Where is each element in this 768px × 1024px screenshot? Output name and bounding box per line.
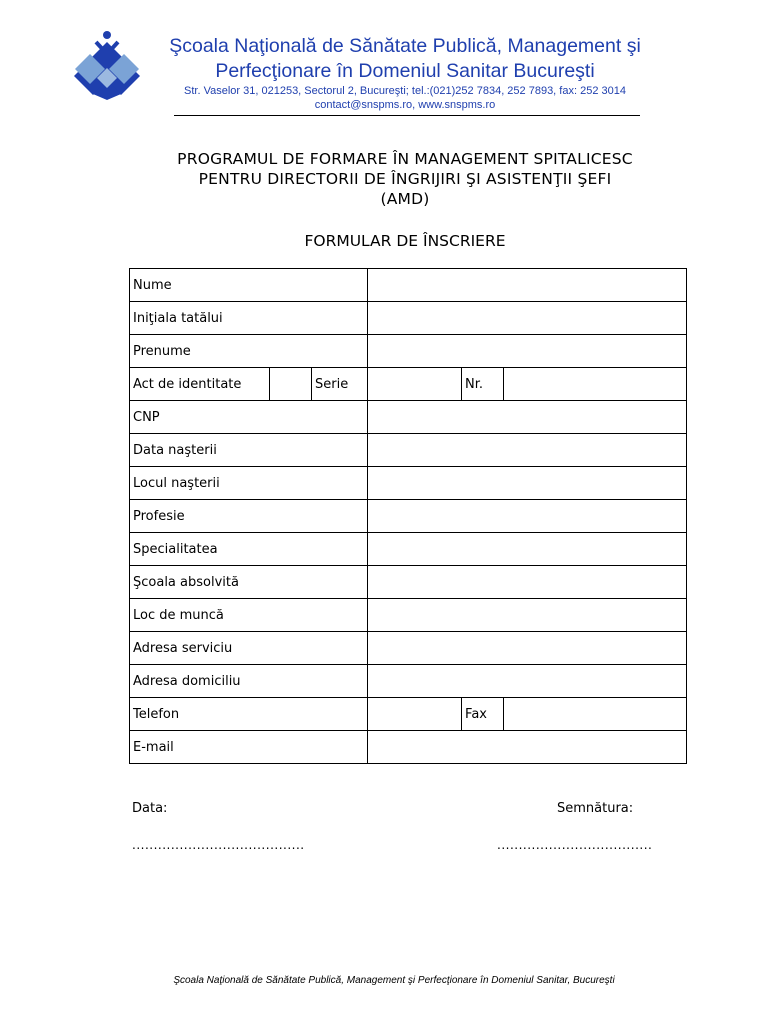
form-row-loc-munca	[130, 599, 687, 632]
label-cnp: CNP	[130, 401, 368, 434]
input-prenume[interactable]	[368, 335, 687, 368]
page-footer: Şcoala Naţională de Sănătate Publică, Management şi Perfecţionare în Domeniul Sanitar, Bucureşti	[173, 975, 615, 986]
letterhead	[0, 0, 768, 120]
label-prenume: Prenume	[130, 335, 368, 368]
form-row-telefon	[130, 698, 687, 731]
input-act-identitate[interactable]	[270, 368, 312, 401]
signature-line[interactable]: ....................................	[497, 838, 653, 852]
registration-form-table	[129, 268, 687, 764]
form-row-cnp	[130, 401, 687, 434]
label-nr: Nr.	[462, 368, 504, 401]
contact-line: contact@snspms.ro, www.snspms.ro	[314, 99, 496, 111]
input-nr[interactable]	[504, 368, 687, 401]
institution-name-line1: Şcoala Naţională de Sănătate Publică, Management şi	[169, 35, 641, 57]
input-email[interactable]	[368, 731, 687, 764]
input-telefon[interactable]	[368, 698, 462, 731]
label-scoala-absolvita: Şcoala absolvită	[130, 566, 368, 599]
date-line[interactable]: ........................................	[132, 838, 305, 852]
date-label: Data:	[132, 801, 168, 816]
input-profesie[interactable]	[368, 500, 687, 533]
label-email: E-mail	[130, 731, 368, 764]
input-nume[interactable]	[368, 269, 687, 302]
label-nume: Nume	[130, 269, 368, 302]
label-serie: Serie	[312, 368, 368, 401]
form-row-profesie	[130, 500, 687, 533]
input-data-nasterii[interactable]	[368, 434, 687, 467]
institution-name-line2: Perfecţionare în Domeniul Sanitar Bucureşti	[215, 60, 595, 82]
program-title	[90, 149, 720, 209]
input-specialitatea[interactable]	[368, 533, 687, 566]
address-line1: Str. Vaselor 31, 021253, Sectorul 2, Bucureşti; tel.:(021)252 7834, 252 7893, fax: 252 3014	[184, 85, 626, 97]
institution-name	[140, 34, 670, 84]
input-adresa-serviciu[interactable]	[368, 632, 687, 665]
input-serie[interactable]	[368, 368, 462, 401]
form-row-email	[130, 731, 687, 764]
label-profesie: Profesie	[130, 500, 368, 533]
institution-address	[140, 84, 670, 112]
form-title: FORMULAR DE ÎNSCRIERE	[304, 232, 506, 250]
snspms-logo-icon	[74, 30, 140, 100]
label-adresa-serviciu: Adresa serviciu	[130, 632, 368, 665]
input-loc-munca[interactable]	[368, 599, 687, 632]
header-divider	[174, 115, 640, 116]
signature-label: Semnătura:	[557, 801, 634, 816]
form-row-locul-nasterii	[130, 467, 687, 500]
form-row-data-nasterii	[130, 434, 687, 467]
input-locul-nasterii[interactable]	[368, 467, 687, 500]
program-title-line2: PENTRU DIRECTORII DE ÎNGRIJIRI ŞI ASISTENŢII ŞEFI	[198, 170, 612, 188]
label-act-identitate: Act de identitate	[130, 368, 270, 401]
input-initiala-tatalui[interactable]	[368, 302, 687, 335]
input-fax[interactable]	[504, 698, 687, 731]
form-row-adresa-domiciliu	[130, 665, 687, 698]
label-locul-nasterii: Locul naşterii	[130, 467, 368, 500]
form-row-adresa-serviciu	[130, 632, 687, 665]
program-title-line1: PROGRAMUL DE FORMARE ÎN MANAGEMENT SPITALICESC	[177, 150, 633, 168]
form-row-initiala	[130, 302, 687, 335]
label-loc-munca: Loc de muncă	[130, 599, 368, 632]
input-scoala-absolvita[interactable]	[368, 566, 687, 599]
form-row-scoala	[130, 566, 687, 599]
input-adresa-domiciliu[interactable]	[368, 665, 687, 698]
input-cnp[interactable]	[368, 401, 687, 434]
program-title-line3: (AMD)	[380, 190, 430, 208]
form-row-nume	[130, 269, 687, 302]
label-fax: Fax	[462, 698, 504, 731]
label-telefon: Telefon	[130, 698, 368, 731]
label-specialitatea: Specialitatea	[130, 533, 368, 566]
label-initiala-tatalui: Iniţiala tatălui	[130, 302, 368, 335]
form-row-specialitatea	[130, 533, 687, 566]
label-adresa-domiciliu: Adresa domiciliu	[130, 665, 368, 698]
form-row-act	[130, 368, 687, 401]
form-row-prenume	[130, 335, 687, 368]
label-data-nasterii: Data naşterii	[130, 434, 368, 467]
